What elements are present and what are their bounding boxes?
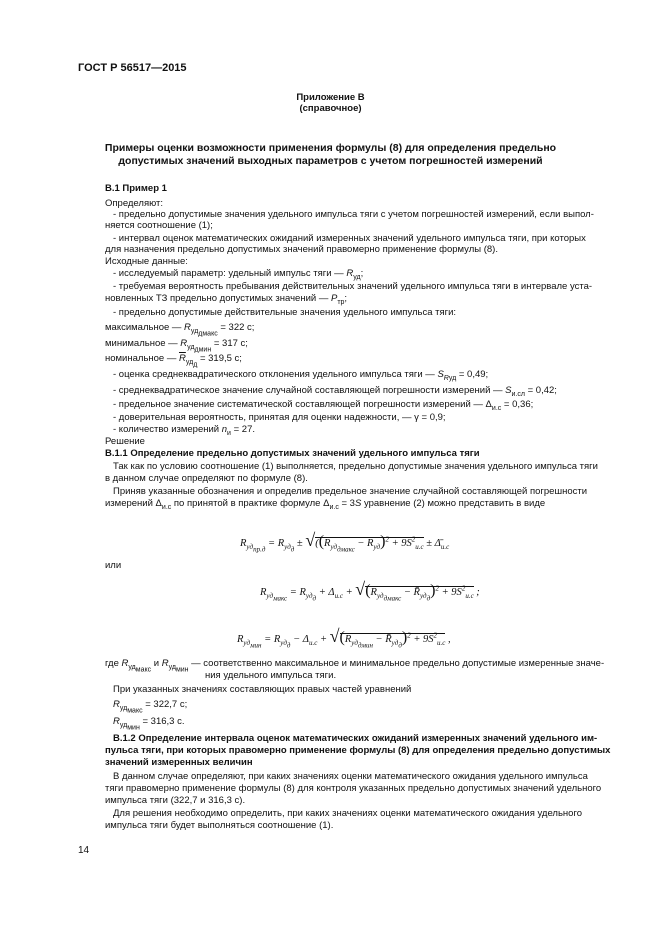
standard-number: ГОСТ Р 56517—2015 [78,62,187,74]
input-data-label: Исходные данные: [105,256,188,267]
input-param: - исследуемый параметр: удельный импульс тяги — $R_{уд}$; [113,268,364,281]
where-line: где $R_{уд_{макс}}$ и $R_{уд_{мин}}$ — соответственно максимальное и минимальное предельно допустимые измеренные значе- [105,658,605,674]
b11-p2a: Приняв указанные обозначения и определив предельное значение случайной составляющей погрешности [113,486,588,497]
determine-label: Определяют: [105,198,163,209]
b12-p2a: Для решения необходимо определить, при каких значениях оценки математического ожидания удельного [113,808,582,819]
result-min: $R_{уд_{мин}} = 316,3$ с. [113,716,185,732]
b12-p1b: тяги правомерно применение формулы (8) для контроля указанных предельно допустимых значений удельного [105,783,602,794]
b12-title-b: пульса тяги, при которых правомерно применение формулы (8) для определения предельно допустимых [105,745,611,756]
result-max: $R_{уд_{макс}} = 322,7$ с; [113,699,188,715]
determine-item2a: - интервал оценок математических ожиданий измеренных значений удельного импульса тяги, при которых [113,233,586,244]
or-label: или [105,560,122,571]
nom-value: номинальное — $\overline{R}_{уд_д} = 319,5$ с; [105,353,242,369]
given-line: При указанных значениях составляющих правых частей уравнений [113,684,412,695]
b12-p2b: импульса тяги будет выполняться соотношение (1). [105,820,334,831]
confidence: - доверительная вероятность, принятая для оценки надежности, — γ = 0,9; [113,412,446,423]
b11-p2b: измерений $\Delta_{и.с}$ по принятой в практике формуле $\Delta_{и.с} = 3S$ уравнение (2) можно представить в виде [105,498,546,511]
b12-p1c: импульса тяги (322,7 и 316,3 с). [105,795,246,806]
max-value: максимальное — $R_{уд_{дмакс}} = 322$ с; [105,322,255,338]
sigma-estimate: - оценка среднеквадратического отклонения удельного импульса тяги — $S_{Rуд} = 0,49$; [113,369,489,382]
formula-min: $R_{уд_{мин}} = R_{уд_д} - \Delta_{и.с} + √(R_{уд_{дмин}}$ − $R̄_{уд_д})^2 + 9S^2_{и.с}$ , [237,626,451,650]
determine-item2b: для назначения предельно допустимых значений правомерно применение формулы (8). [105,244,498,255]
b11-p1b: в данном случае определяют по формуле (8). [105,473,308,484]
b11-p1a: Так как по условию соотношение (1) выполняется, предельно допустимые значения удельного импульса тяги [113,461,598,472]
where-line-b: ния удельного импульса тяги. [205,670,337,681]
input-probability-b: новленных ТЗ предельно допустимых значений — $P_{тр}$; [105,293,348,306]
b12-title-c: значений измеренных величин [105,757,253,768]
page-number: 14 [78,845,90,856]
random-error: - среднеквадратическое значение случайной составляющей погрешности измерений — $S_{и.сл} = 0,42$; [113,385,557,398]
systematic-error: - предельное значение систематической составляющей погрешности измерений — $\Delta_{и.с} = 0,36$; [113,399,534,412]
b12-p1a: В данном случае определяют, при каких значениях оценки математического ожидания удельного импульса [113,771,588,782]
section-heading-line1: Примеры оценки возможности применения формулы (8) для определения предельно [104,142,557,154]
example-title: В.1 Пример 1 [105,183,167,194]
formula-limits: $R_{уд_{пр.д}} = R_{уд_д} \pm √((R_{уд_{дмакс}} - R_{уд})^2 + 9S^2_{и.с}$ ± $\Deltā_{и.с}$ [240,530,450,554]
determine-item1b: няется соотношение (1); [105,220,213,231]
measurement-count: - количество измерений $n_и = 27$. [113,424,255,437]
min-value: минимальное — $R_{уд_{дмин}} = 317$ с; [105,338,248,354]
appendix-subtitle: (справочное) [299,103,362,114]
appendix-title: Приложение В [296,92,365,103]
input-limits-label: - предельно допустимые действительные значения удельного импульса тяги: [113,307,457,318]
formula-max: $R_{уд_{макс}} = R_{уд_д} + \Delta_{и.с} + √(R_{уд_{дмакс}}$ − $R̄_{уд_д})^2 + 9S^2_{и.с}$ ; [260,579,480,603]
b12-title-a: В.1.2 Определение интервала оценок математических ожиданий измеренных значений удельного им- [113,733,598,744]
input-probability-a: - требуемая вероятность пребывания действительных значений удельного импульса тяги в интервале уста- [113,281,593,292]
b11-title: В.1.1 Определение предельно допустимых значений удельного импульса тяги [105,448,480,459]
determine-item1a: - предельно допустимые значения удельного импульса тяги с учетом погрешностей измерений, если выпол- [113,209,594,220]
section-heading-line2: допустимых значений выходных параметров с учетом погрешностей измерений [118,155,543,167]
solution-label: Решение [105,436,145,447]
